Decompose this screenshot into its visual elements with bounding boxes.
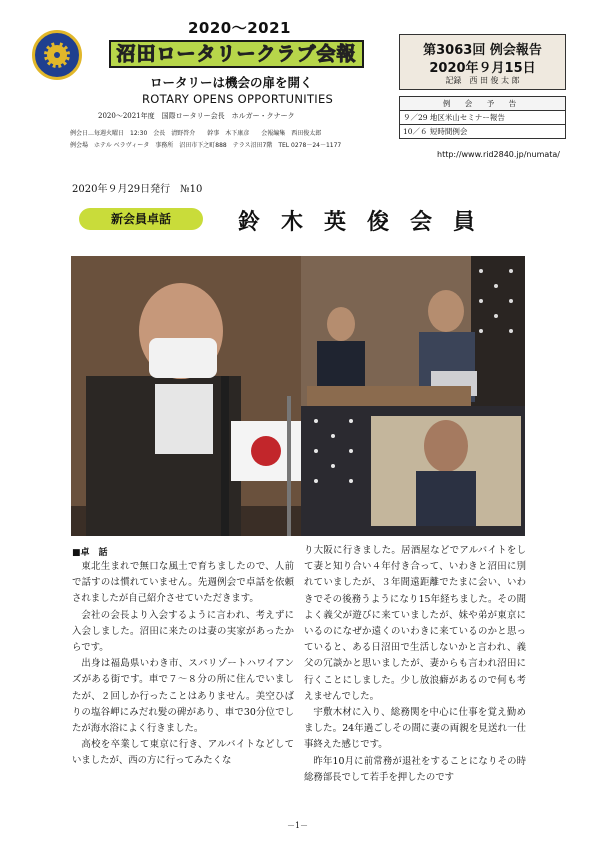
report-number: 第3063回 例会報告 <box>423 43 542 58</box>
article-column-left <box>72 559 294 770</box>
report-recorder: 記録 西 田 俊 太 郎 <box>445 76 520 85</box>
venue-info-line: 例会場 ホテル ベラヴィータ 事務所 沼田市下之町888 テラス沼田7階 TEL 0278－24－1177 <box>70 142 342 149</box>
article-paragraph: 会社の会長より入会するように言われ、考えずに入会しました。沼田に来たのは妻の実家があったからです。 <box>72 609 294 654</box>
article-paragraph: 昨年10月に前常務が退社をすることになりその時総務部長でして若手を押したのです <box>304 755 526 783</box>
article-paragraph: り大阪に行きました。居酒屋などでアルバイトをして妻と知り合い４年付き合って、いわきと沼田に別れていましたが、３年間遠距離でたまに会い、いわきでその後務うようになり15年経ちました。その間よく義父が遊びに来ていましたが、妹や弟が東京にいるのになぜか遠くのいわきに来ているのかと思っていると、ある日沼田で生活しないかと言われ、義父の冗談かと思いましたが、妻からも言われ沼田に行くことにしました。少し放浪癖があるので何も考えませんでした。 <box>304 545 526 702</box>
article-paragraph: 宇敷木材に入り、総務関を中心に仕事を覚え勤めました。24年過ごしその間に妻の両親を見送れ一仕事終えた感じです。 <box>304 707 526 751</box>
article-paragraph: 高校を卒業して東京に行き、アルバイトなどしていましたが、西の方に行ってみたくな <box>72 739 294 767</box>
schedule-table <box>399 96 566 139</box>
article-paragraph: 出身は福島県いわき市、スパリゾートハワイアンズがある街です。車で７～８分の所に住んでいましたが、２回しか行ったことはありません。美空ひばりの塩谷岬にみだれ髪の碑があり、車で30分位でしたが海水浴によく行きました。 <box>72 658 294 735</box>
article-paragraph: 東北生まれで無口な風土で育ちましたので、人前で話すのは慣れていません。先週例会で卓話を依頼されましたが自己紹介させていただきます。 <box>72 561 294 605</box>
report-date: 2020年９月15日 <box>429 61 536 76</box>
meeting-info-line: 例会日…毎週火曜日 12:30 会長 清野啓介 幹事 木下康彦 会報編集 西田俊太郎 <box>70 130 322 137</box>
website-link[interactable]: http://www.rid2840.jp/numata/ <box>437 150 561 159</box>
page-number: －1－ <box>286 821 309 830</box>
year-range: 2020～2021 <box>188 19 291 37</box>
speaker-name: 鈴木英俊会員 <box>238 209 497 235</box>
motto-english: ROTARY OPENS OPPORTUNITIES <box>142 92 334 106</box>
schedule-row: ９／29 地区米山セミナー報告 <box>400 111 565 125</box>
club-name-banner: 沼田ロータリークラブ会報 <box>109 40 364 68</box>
issue-date: 2020年９月29日発行 №10 <box>72 184 203 195</box>
article-column-right <box>304 543 526 786</box>
meeting-report-box <box>399 34 566 90</box>
meeting-photo <box>71 256 525 536</box>
schedule-heading: 例 会 予 告 <box>400 97 565 111</box>
motto-japanese: ロータリーは機会の扉を開く <box>150 75 313 90</box>
rotary-logo-icon <box>32 30 82 80</box>
schedule-row: 10／６ 短時間例会 <box>403 127 468 136</box>
officers-line: 2020～2021年度 国際ロータリー会長 ホルガー・クナーク <box>98 112 295 120</box>
new-member-talk-badge: 新会員卓話 <box>79 208 203 230</box>
section-heading: ■卓 話 <box>72 548 108 558</box>
